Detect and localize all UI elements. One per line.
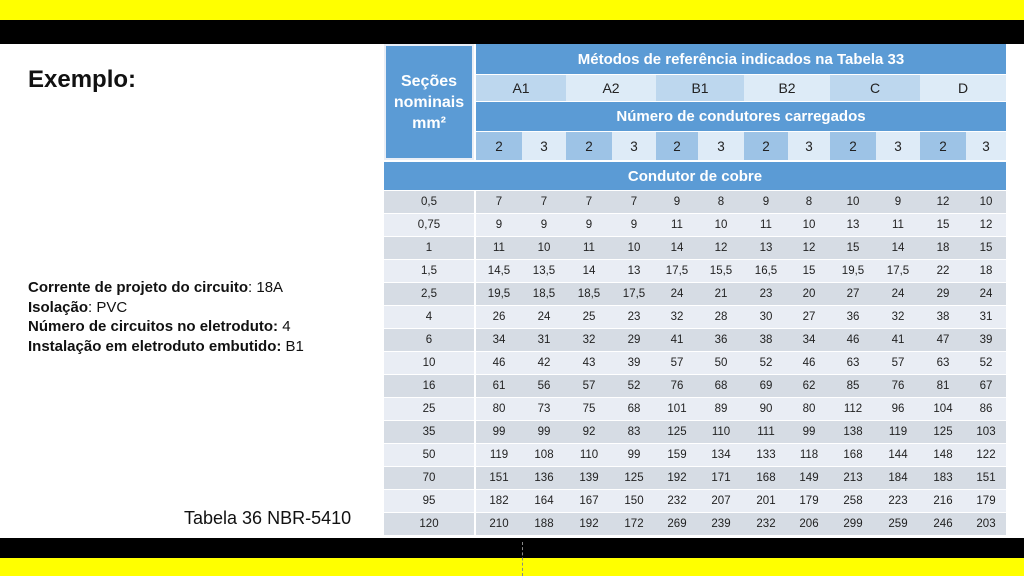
ampacity-value-cell: 24 xyxy=(876,283,920,305)
conductor-count: 3 xyxy=(698,132,744,160)
ampacity-value-cell: 39 xyxy=(612,352,656,374)
ampacity-value-cell: 86 xyxy=(966,398,1006,420)
ampacity-value-cell: 36 xyxy=(830,306,876,328)
ampacity-value-cell: 18,5 xyxy=(566,283,612,305)
ampacity-value-cell: 104 xyxy=(920,398,966,420)
conductor-count: 3 xyxy=(788,132,830,160)
method-label-d: D xyxy=(920,75,1006,101)
info-line-installation xyxy=(28,337,304,357)
ampacity-value-cell: 10 xyxy=(612,237,656,259)
info-label: Corrente de projeto do circuito xyxy=(28,279,249,296)
ampacity-value-cell: 10 xyxy=(788,214,830,236)
ampacity-value-cell: 67 xyxy=(966,375,1006,397)
ampacity-value-cell: 259 xyxy=(876,513,920,535)
ampacity-value-cell: 46 xyxy=(476,352,522,374)
ampacity-value-cell: 184 xyxy=(876,467,920,489)
ampacity-value-cell: 7 xyxy=(566,191,612,213)
ampacity-value-cell: 269 xyxy=(656,513,698,535)
ampacity-value-cell: 171 xyxy=(698,467,744,489)
ampacity-value-cell: 246 xyxy=(920,513,966,535)
ampacity-value-cell: 29 xyxy=(920,283,966,305)
conductor-count: 3 xyxy=(612,132,656,160)
ampacity-value-cell: 63 xyxy=(920,352,966,374)
ampacity-value-cell: 18 xyxy=(966,260,1006,282)
ampacity-value-cell: 57 xyxy=(566,375,612,397)
ampacity-value-cell: 239 xyxy=(698,513,744,535)
ampacity-value-cell: 10 xyxy=(698,214,744,236)
ampacity-value-cell: 52 xyxy=(612,375,656,397)
section-size-cell: 70 xyxy=(384,467,474,489)
ampacity-value-cell: 172 xyxy=(612,513,656,535)
ampacity-value-cell: 10 xyxy=(966,191,1006,213)
ampacity-value-cell: 39 xyxy=(966,329,1006,351)
method-label-c: C xyxy=(830,75,920,101)
ampacity-value-cell: 99 xyxy=(612,444,656,466)
section-size-cell: 2,5 xyxy=(384,283,474,305)
ampacity-value-cell: 31 xyxy=(966,306,1006,328)
conductors-title: Número de condutores carregados xyxy=(476,102,1006,131)
slide-title: Exemplo: xyxy=(28,66,137,93)
ampacity-value-cell: 24 xyxy=(966,283,1006,305)
ampacity-value-cell: 216 xyxy=(920,490,966,512)
info-value: 18A xyxy=(256,279,284,296)
section-header: Seções nominais mm² xyxy=(384,44,474,160)
ampacity-value-cell: 11 xyxy=(656,214,698,236)
ampacity-value-cell: 23 xyxy=(612,306,656,328)
ampacity-value-cell: 62 xyxy=(788,375,830,397)
ampacity-value-cell: 15,5 xyxy=(698,260,744,282)
ampacity-value-cell: 232 xyxy=(656,490,698,512)
ampacity-value-cell: 192 xyxy=(656,467,698,489)
section-size-cell: 1,5 xyxy=(384,260,474,282)
ampacity-value-cell: 7 xyxy=(612,191,656,213)
ampacity-value-cell: 29 xyxy=(612,329,656,351)
ampacity-value-cell: 30 xyxy=(744,306,788,328)
method-label-a2: A2 xyxy=(566,75,656,101)
conductor-count: 2 xyxy=(744,132,788,160)
dashed-divider xyxy=(522,542,523,576)
ampacity-value-cell: 125 xyxy=(656,421,698,443)
info-line-insulation: Isolação: PVC xyxy=(28,298,128,316)
ampacity-value-cell: 18,5 xyxy=(522,283,566,305)
ampacity-value-cell: 13 xyxy=(744,237,788,259)
section-size-cell: 0,75 xyxy=(384,214,474,236)
ampacity-value-cell: 11 xyxy=(566,237,612,259)
ampacity-value-cell: 122 xyxy=(966,444,1006,466)
ampacity-value-cell: 183 xyxy=(920,467,966,489)
ampacity-value-cell: 15 xyxy=(788,260,830,282)
conductor-count: 2 xyxy=(566,132,612,160)
ampacity-value-cell: 8 xyxy=(788,191,830,213)
ampacity-value-cell: 7 xyxy=(476,191,522,213)
ampacity-value-cell: 63 xyxy=(830,352,876,374)
ampacity-value-cell: 119 xyxy=(876,421,920,443)
ampacity-value-cell: 24 xyxy=(656,283,698,305)
ampacity-value-cell: 99 xyxy=(476,421,522,443)
method-label-b1: B1 xyxy=(656,75,744,101)
section-size-cell: 50 xyxy=(384,444,474,466)
ampacity-value-cell: 112 xyxy=(830,398,876,420)
ampacity-value-cell: 46 xyxy=(788,352,830,374)
info-line-current: Corrente de projeto do circuito: 18A xyxy=(28,279,284,296)
ampacity-value-cell: 32 xyxy=(656,306,698,328)
ampacity-value-cell: 34 xyxy=(788,329,830,351)
ampacity-value-cell: 168 xyxy=(830,444,876,466)
ampacity-value-cell: 43 xyxy=(566,352,612,374)
ampacity-value-cell: 192 xyxy=(566,513,612,535)
ampacity-value-cell: 9 xyxy=(566,214,612,236)
section-size-cell: 35 xyxy=(384,421,474,443)
ampacity-value-cell: 7 xyxy=(522,191,566,213)
ampacity-value-cell: 81 xyxy=(920,375,966,397)
ampacity-value-cell: 150 xyxy=(612,490,656,512)
info-value: 4 xyxy=(282,318,291,335)
ampacity-value-cell: 12 xyxy=(788,237,830,259)
ampacity-value-cell: 179 xyxy=(966,490,1006,512)
ampacity-value-cell: 11 xyxy=(476,237,522,259)
ampacity-value-cell: 144 xyxy=(876,444,920,466)
material-title: Condutor de cobre xyxy=(384,162,1006,190)
section-size-cell: 16 xyxy=(384,375,474,397)
conductor-count: 2 xyxy=(476,132,522,160)
ampacity-value-cell: 20 xyxy=(788,283,830,305)
ampacity-value-cell: 21 xyxy=(698,283,744,305)
table-caption: Tabela 36 NBR-5410 xyxy=(184,508,352,528)
ampacity-value-cell: 101 xyxy=(656,398,698,420)
ampacity-value-cell: 14 xyxy=(876,237,920,259)
section-size-cell: 10 xyxy=(384,352,474,374)
ampacity-value-cell: 232 xyxy=(744,513,788,535)
ampacity-value-cell: 90 xyxy=(744,398,788,420)
ampacity-value-cell: 139 xyxy=(566,467,612,489)
ampacity-value-cell: 52 xyxy=(966,352,1006,374)
ampacity-value-cell: 68 xyxy=(698,375,744,397)
ampacity-value-cell: 41 xyxy=(876,329,920,351)
ampacity-value-cell: 99 xyxy=(788,421,830,443)
ampacity-value-cell: 47 xyxy=(920,329,966,351)
ampacity-value-cell: 34 xyxy=(476,329,522,351)
ampacity-value-cell: 27 xyxy=(788,306,830,328)
ampacity-value-cell: 28 xyxy=(698,306,744,328)
conductor-count: 2 xyxy=(656,132,698,160)
ampacity-value-cell: 9 xyxy=(612,214,656,236)
ampacity-value-cell: 12 xyxy=(920,191,966,213)
ampacity-value-cell: 26 xyxy=(476,306,522,328)
ampacity-value-cell: 99 xyxy=(522,421,566,443)
conductor-count: 2 xyxy=(830,132,876,160)
ampacity-value-cell: 61 xyxy=(476,375,522,397)
ampacity-value-cell: 38 xyxy=(744,329,788,351)
ampacity-value-cell: 14,5 xyxy=(476,260,522,282)
ampacity-value-cell: 83 xyxy=(612,421,656,443)
ampacity-value-cell: 80 xyxy=(476,398,522,420)
ampacity-value-cell: 207 xyxy=(698,490,744,512)
ampacity-value-cell: 11 xyxy=(744,214,788,236)
ampacity-value-cell: 52 xyxy=(744,352,788,374)
ampacity-value-cell: 14 xyxy=(656,237,698,259)
ampacity-value-cell: 213 xyxy=(830,467,876,489)
ampacity-value-cell: 203 xyxy=(966,513,1006,535)
conductor-count: 3 xyxy=(876,132,920,160)
ampacity-value-cell: 17,5 xyxy=(876,260,920,282)
section-size-cell: 6 xyxy=(384,329,474,351)
ampacity-value-cell: 32 xyxy=(566,329,612,351)
ampacity-value-cell: 80 xyxy=(788,398,830,420)
top-yellow-band xyxy=(0,0,1024,20)
section-size-cell: 120 xyxy=(384,513,474,535)
ampacity-value-cell: 92 xyxy=(566,421,612,443)
ampacity-value-cell: 223 xyxy=(876,490,920,512)
ampacity-value-cell: 188 xyxy=(522,513,566,535)
ampacity-value-cell: 22 xyxy=(920,260,966,282)
ampacity-value-cell: 57 xyxy=(876,352,920,374)
ampacity-value-cell: 15 xyxy=(830,237,876,259)
bottom-yellow-band xyxy=(0,558,1024,576)
ampacity-value-cell: 125 xyxy=(612,467,656,489)
ampacity-value-cell: 69 xyxy=(744,375,788,397)
bottom-black-band xyxy=(0,538,1024,558)
section-size-cell: 4 xyxy=(384,306,474,328)
ampacity-value-cell: 119 xyxy=(476,444,522,466)
ampacity-value-cell: 50 xyxy=(698,352,744,374)
ampacity-value-cell: 19,5 xyxy=(476,283,522,305)
ampacity-value-cell: 138 xyxy=(830,421,876,443)
ampacity-value-cell: 9 xyxy=(744,191,788,213)
ampacity-value-cell: 10 xyxy=(830,191,876,213)
info-value: PVC xyxy=(96,298,128,316)
ampacity-value-cell: 9 xyxy=(876,191,920,213)
ampacity-value-cell: 13 xyxy=(612,260,656,282)
ampacity-value-cell: 149 xyxy=(788,467,830,489)
ampacity-value-cell: 17,5 xyxy=(612,283,656,305)
ampacity-value-cell: 10 xyxy=(522,237,566,259)
ampacity-value-cell: 118 xyxy=(788,444,830,466)
ampacity-value-cell: 96 xyxy=(876,398,920,420)
ampacity-value-cell: 18 xyxy=(920,237,966,259)
ampacity-value-cell: 151 xyxy=(966,467,1006,489)
ampacity-value-cell: 15 xyxy=(966,237,1006,259)
ampacity-value-cell: 182 xyxy=(476,490,522,512)
ampacity-value-cell: 111 xyxy=(744,421,788,443)
ampacity-value-cell: 38 xyxy=(920,306,966,328)
ampacity-value-cell: 258 xyxy=(830,490,876,512)
info-label: Instalação em eletroduto embutido: xyxy=(28,337,282,355)
info-label: Isolação xyxy=(28,298,89,316)
info-label: Número de circuitos no eletroduto: xyxy=(28,318,279,335)
section-size-cell: 1 xyxy=(384,237,474,259)
example-info xyxy=(28,278,304,356)
ampacity-value-cell: 15 xyxy=(920,214,966,236)
ampacity-value-cell: 75 xyxy=(566,398,612,420)
section-size-cell: 0,5 xyxy=(384,191,474,213)
ampacity-value-cell: 14 xyxy=(566,260,612,282)
conductor-count: 3 xyxy=(522,132,566,160)
conductor-count: 2 xyxy=(920,132,966,160)
ampacity-value-cell: 13 xyxy=(830,214,876,236)
ampacity-value-cell: 201 xyxy=(744,490,788,512)
ampacity-value-cell: 9 xyxy=(476,214,522,236)
methods-title: Métodos de referência indicados na Tabela 33 xyxy=(476,44,1006,74)
ampacity-value-cell: 32 xyxy=(876,306,920,328)
ampacity-value-cell: 206 xyxy=(788,513,830,535)
ampacity-value-cell: 168 xyxy=(744,467,788,489)
ampacity-value-cell: 17,5 xyxy=(656,260,698,282)
ampacity-value-cell: 103 xyxy=(966,421,1006,443)
ampacity-value-cell: 73 xyxy=(522,398,566,420)
section-size-cell: 95 xyxy=(384,490,474,512)
ampacity-value-cell: 125 xyxy=(920,421,966,443)
ampacity-value-cell: 46 xyxy=(830,329,876,351)
ampacity-value-cell: 13,5 xyxy=(522,260,566,282)
method-label-a1: A1 xyxy=(476,75,566,101)
ampacity-value-cell: 89 xyxy=(698,398,744,420)
ampacity-value-cell: 179 xyxy=(788,490,830,512)
ampacity-value-cell: 31 xyxy=(522,329,566,351)
header-gap xyxy=(474,44,476,160)
ampacity-value-cell: 8 xyxy=(698,191,744,213)
ampacity-value-cell: 110 xyxy=(698,421,744,443)
ampacity-value-cell: 9 xyxy=(522,214,566,236)
ampacity-value-cell: 299 xyxy=(830,513,876,535)
ampacity-value-cell: 76 xyxy=(656,375,698,397)
info-line-circuits xyxy=(28,317,304,337)
ampacity-value-cell: 148 xyxy=(920,444,966,466)
ampacity-value-cell: 134 xyxy=(698,444,744,466)
ampacity-value-cell: 27 xyxy=(830,283,876,305)
ampacity-value-cell: 108 xyxy=(522,444,566,466)
top-black-band xyxy=(0,20,1024,44)
ampacity-value-cell: 23 xyxy=(744,283,788,305)
ampacity-value-cell: 9 xyxy=(656,191,698,213)
conductor-count: 3 xyxy=(966,132,1006,160)
ampacity-value-cell: 68 xyxy=(612,398,656,420)
ampacity-value-cell: 151 xyxy=(476,467,522,489)
info-value: B1 xyxy=(285,337,304,355)
ampacity-value-cell: 133 xyxy=(744,444,788,466)
ampacity-value-cell: 85 xyxy=(830,375,876,397)
ampacity-value-cell: 210 xyxy=(476,513,522,535)
ampacity-value-cell: 76 xyxy=(876,375,920,397)
ampacity-value-cell: 12 xyxy=(698,237,744,259)
ampacity-value-cell: 136 xyxy=(522,467,566,489)
ampacity-value-cell: 167 xyxy=(566,490,612,512)
ampacity-value-cell: 159 xyxy=(656,444,698,466)
ampacity-value-cell: 57 xyxy=(656,352,698,374)
ampacity-value-cell: 19,5 xyxy=(830,260,876,282)
ampacity-value-cell: 164 xyxy=(522,490,566,512)
ampacity-value-cell: 41 xyxy=(656,329,698,351)
ampacity-value-cell: 12 xyxy=(966,214,1006,236)
ampacity-value-cell: 110 xyxy=(566,444,612,466)
ampacity-value-cell: 25 xyxy=(566,306,612,328)
ampacity-value-cell: 42 xyxy=(522,352,566,374)
ampacity-value-cell: 11 xyxy=(876,214,920,236)
ampacity-value-cell: 36 xyxy=(698,329,744,351)
ampacity-value-cell: 24 xyxy=(522,306,566,328)
method-label-b2: B2 xyxy=(744,75,830,101)
ampacity-value-cell: 56 xyxy=(522,375,566,397)
section-size-cell: 25 xyxy=(384,398,474,420)
ampacity-value-cell: 16,5 xyxy=(744,260,788,282)
